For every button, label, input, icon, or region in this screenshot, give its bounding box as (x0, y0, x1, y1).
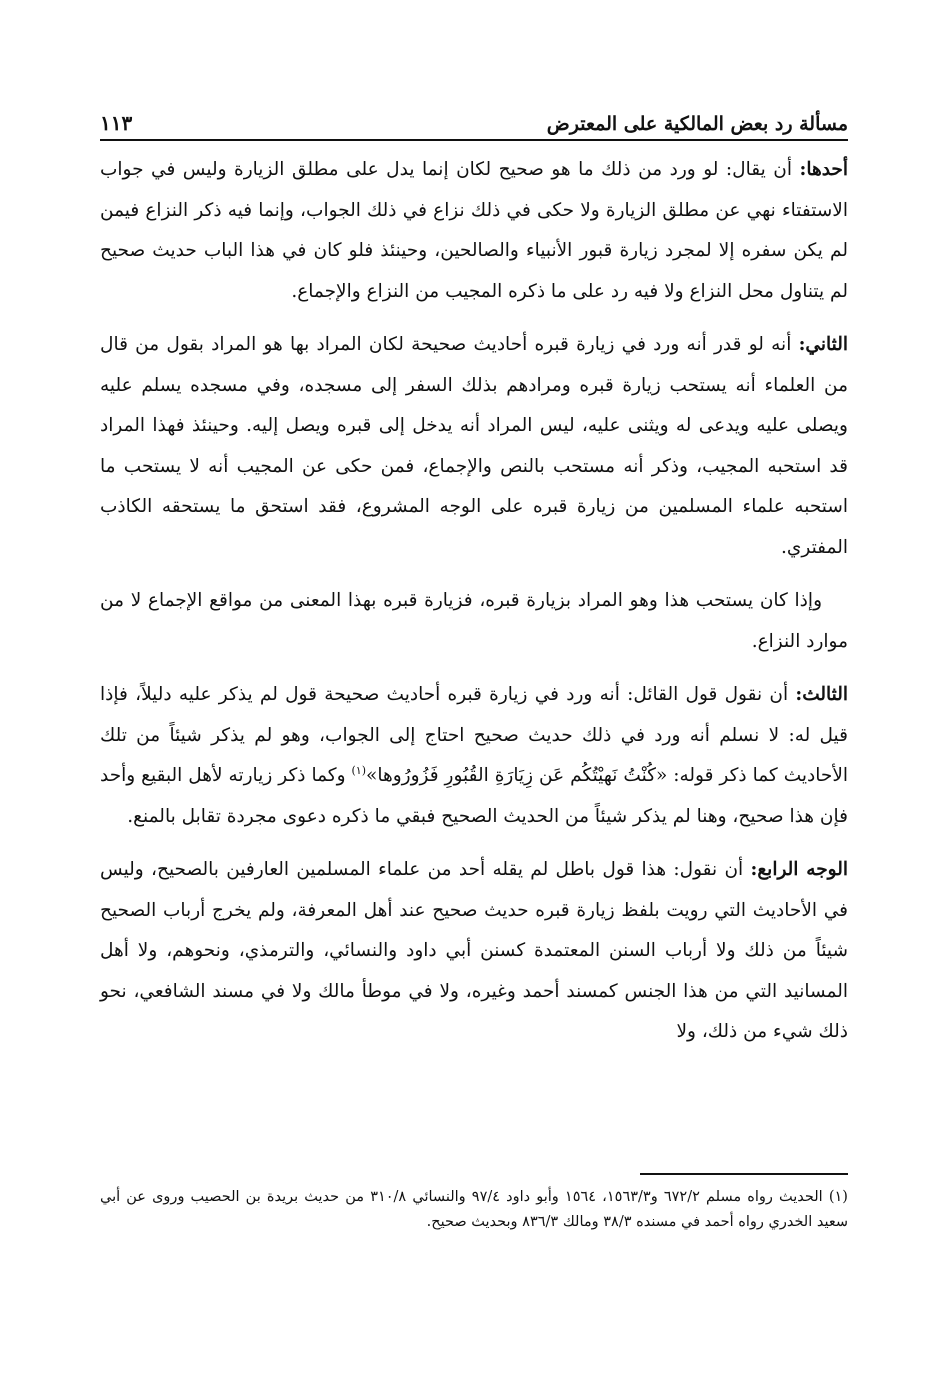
paragraph-text: وإذا كان يستحب هذا وهو المراد بزيارة قبره، فزيارة قبره بهذا المعنى من مواقع الإجماع لا من موارد النزاع. (100, 590, 848, 652)
paragraph-first (100, 150, 848, 312)
paragraph-lead: الوجه الرابع: (750, 859, 848, 880)
running-header (100, 95, 848, 141)
hadith-quote: «كُنْتُ نَهيْتُكُم عَن زِيَارَةِ القُبُورِ فَزُورُوها» (366, 765, 668, 786)
paragraph-text: أن يقال: لو ورد من ذلك ما هو صحيح لكان إنما يدل على مطلق الزيارة وليس في جواب الاستفتاء نهي عن مطلق الزيارة ولا حكى في ذلك نزاع في ذلك الجواب، وإنما فيه ذكر النزاع فيمن لم يكن سفره إلا لمجرد زيارة قبور الأنبياء والصالحين، وحينئذ فلو كان في هذا الباب حديث صحيح لم يتناول محل النزاع ولا فيه رد على ما ذكره المجيب من النزاع والإجماع. (100, 159, 848, 302)
footnote-divider (640, 1173, 848, 1175)
paragraph-fourth (100, 850, 848, 1053)
footnote-text: (١) الحديث رواه مسلم ٦٧٢/٢ و١٥٦٣/٣، ١٥٦٤ وأبو داود ٩٧/٤ والنسائي ٣١٠/٨ من حديث بريدة بن الحصيب وروى عن أبي سعيد الخدري رواه أحمد في مسنده ٣٨/٣ ومالك ٨٣٦/٣ وبحديث صحيح. (100, 1189, 848, 1230)
paragraph-continuation (100, 581, 848, 662)
paragraph-lead: الثاني: (798, 334, 848, 355)
paragraph-second (100, 325, 848, 568)
header-title: مسألة رد بعض المالكية على المعترض (546, 113, 848, 135)
footnote-reference[interactable]: (١) (351, 763, 366, 777)
paragraph-text: أن نقول قول القائل: أنه ورد في زيارة قبره أحاديث صحيحة قول لم يذكر عليه دليلاً، فإذا قيل له: لا نسلم أنه ورد في ذلك حديث صحيح احتاج إلى الجواب، وهو لم يذكر شيئاً من تلك الأحاديث كما ذكر قوله: (100, 684, 849, 786)
paragraph-text: أن نقول: هذا قول باطل لم يقله أحد من علماء المسلمين العارفين بالصحيح، وليس في الأحاديث التي رويت بلفظ زيارة قبره حديث صحيح عند أهل المعرفة، ولم يخرج أرباب الصحيح شيئاً من ذلك ولا أرباب السنن المعتمدة كسنن أبي داود والنسائي، والترمذي، ونحوهم، ولا أهل المسانيد التي من هذا الجنس كمسند أحمد وغيره، ولا في موطأ مالك ولا في مسند الشافعي، نحو ذلك شيء من ذلك، ولا (100, 859, 848, 1042)
paragraph-third (100, 675, 848, 837)
paragraph-text: وكما ذكر زيارته لأهل البقيع وأحد فإن هذا صحيح، وهنا لم يذكر شيئاً من الحديث الصحيح فبقي ما ذكره دعوى مجردة تقابل بالمنع. (100, 765, 848, 827)
page-number: ١١٣ (100, 111, 133, 135)
paragraph-lead: أحدها: (799, 159, 848, 180)
paragraph-text: أنه لو قدر أنه ورد في زيارة قبره أحاديث صحيحة لكان المراد بها هو المراد بقول من قال من العلماء أنه يستحب زيارة قبره ومرادهم بذلك السفر إلى مسجده، وفي مسجده يسلم عليه ويصلى عليه ويدعى له ويثنى عليه، ليس المراد أنه يدخل إلى قبره ويصل إليه. وحينئذ فهذا المراد قد استحبه المجيب، وذكر أنه مستحب بالنص والإجماع، فمن حكى عن المجيب أنه لا يستحب ما استحبه علماء المسلمين من زيارة قبره على الوجه المشروع، فقد استحق ما يستحقه الكاذب المفتري. (100, 334, 848, 558)
main-text (100, 150, 848, 1066)
footnote (100, 1185, 848, 1235)
paragraph-lead: الثالث: (795, 684, 848, 705)
